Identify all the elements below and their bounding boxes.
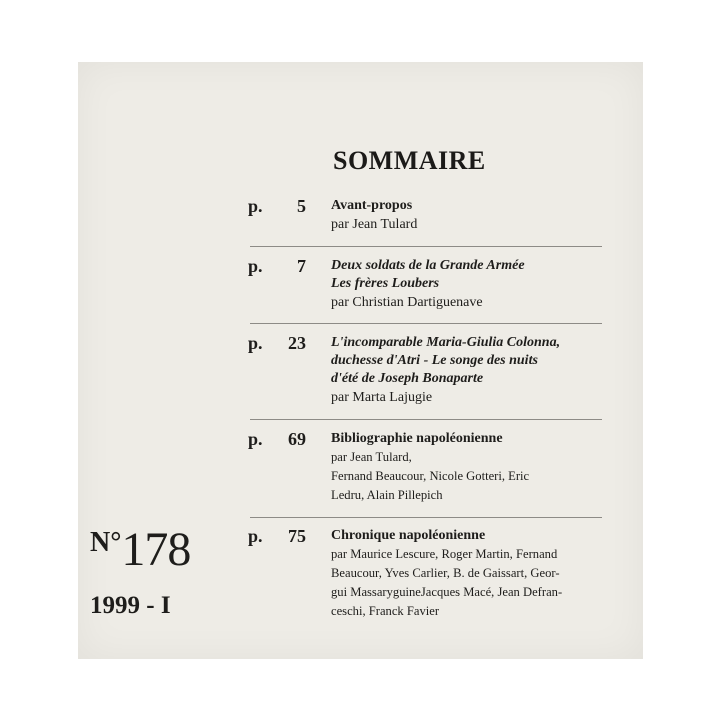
page-reference — [248, 526, 306, 547]
entry-heading: L'incomparable Maria-Giulia Colonna, — [331, 335, 561, 350]
page-prefix: p. — [248, 256, 263, 276]
page-number: 5 — [297, 196, 306, 216]
page-number: 69 — [288, 429, 306, 449]
issue-number — [90, 522, 190, 577]
issue-year: 1999 - I — [90, 592, 171, 619]
entry-author: Ledru, Alain Pillepich — [331, 488, 443, 502]
issue-number-prefix: N° — [90, 527, 122, 558]
entry-author: par Jean Tulard, — [331, 450, 412, 464]
entry-heading: duchesse d'Atri - Le songe des nuits — [331, 353, 538, 368]
entry-heading: Chronique napoléonienne — [331, 528, 486, 543]
entry-author: par Marta Lajugie — [331, 390, 433, 405]
entry-author: ceschi, Franck Favier — [331, 604, 440, 618]
entry-author: par Christian Dartiguenave — [331, 295, 483, 310]
entry-author: Fernand Beaucour, Nicole Gotteri, Eric — [331, 469, 530, 483]
page-reference — [248, 196, 306, 217]
divider — [250, 517, 602, 518]
entry-text — [331, 334, 621, 407]
page-reference — [248, 256, 306, 277]
divider — [250, 246, 602, 247]
page-reference — [248, 429, 306, 450]
entry-heading: Les frères Loubers — [331, 276, 440, 291]
divider — [250, 419, 602, 420]
issue-number-value: 178 — [121, 523, 191, 576]
entry-text — [331, 257, 621, 312]
entry-heading: Avant-propos — [331, 198, 413, 213]
page-prefix: p. — [248, 429, 263, 449]
page-number: 75 — [288, 526, 306, 546]
entry-author: par Jean Tulard — [331, 217, 418, 232]
entry-heading: Bibliographie napoléonienne — [331, 431, 503, 446]
entry-text — [331, 197, 621, 234]
entry-text — [331, 430, 621, 505]
page-number: 23 — [288, 333, 306, 353]
divider — [250, 323, 602, 324]
page-reference — [248, 333, 306, 354]
page-prefix: p. — [248, 333, 263, 353]
entry-text — [331, 527, 621, 621]
page-title: SOMMAIRE — [333, 146, 486, 175]
entry-heading: Deux soldats de la Grande Armée — [331, 258, 525, 273]
entry-heading: d'été de Joseph Bonaparte — [331, 371, 484, 386]
entry-author: gui MassaryguineJacques Macé, Jean Defran- — [331, 585, 563, 599]
page-prefix: p. — [248, 196, 263, 216]
page-prefix: p. — [248, 526, 263, 546]
entry-author: par Maurice Lescure, Roger Martin, Fernand — [331, 547, 558, 561]
page-number: 7 — [297, 256, 306, 276]
entry-author: Beaucour, Yves Carlier, B. de Gaissart, Geor- — [331, 566, 560, 580]
